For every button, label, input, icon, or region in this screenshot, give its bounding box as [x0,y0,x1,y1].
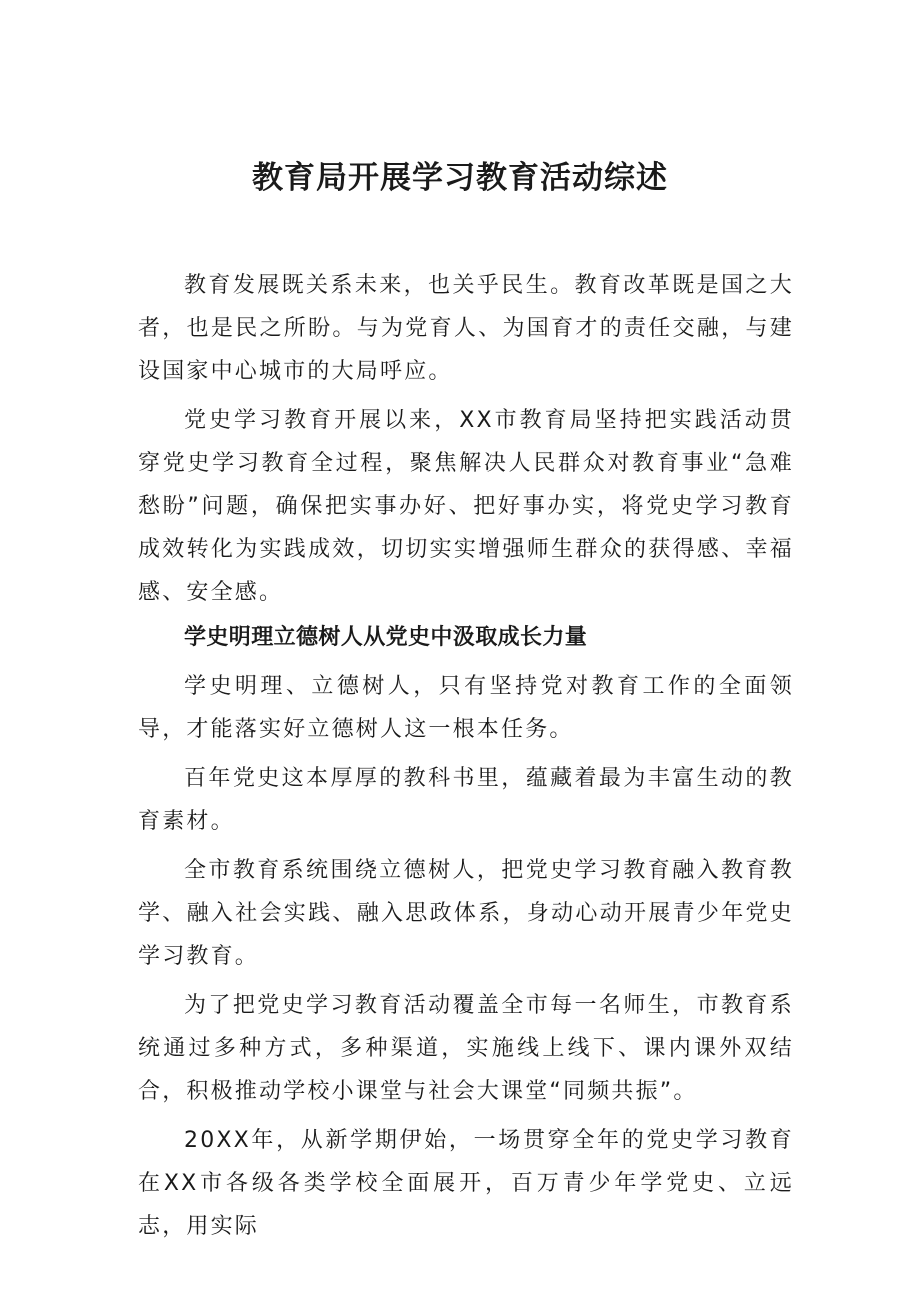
paragraph: 全市教育系统围绕立德树人，把党史学习教育融入教育教学、融入社会实践、融入思政体系，身动心动开展青少年党史学习教育。 [138,858,794,969]
paragraph: 为了把党史学习教育活动覆盖全市每一名师生，市教育系统通过多种方式，多种渠道，实施线上线下、课内课外双结合，积极推动学校小课堂与社会大课堂“同频共振”。 [138,993,794,1104]
paragraph-overview: 党史学习教育开展以来，XX市教育局坚持把实践活动贯穿党史学习教育全过程，聚焦解决人民群众对教育事业“急难愁盼”问题，确保把实事办好、把好事办实，将党史学习教育成效转化为实践成效，切切实实增强师生群众的获得感、幸福感、安全感。 [138,408,794,605]
section-heading: 学史明理立德树人从党史中汲取成长力量 [184,625,588,650]
paragraph: 百年党史这本厚厚的教科书里，蕴藏着最为丰富生动的教育素材。 [138,766,794,834]
document-title: 教育局开展学习教育活动综述 [252,160,668,196]
document-body [138,264,794,1248]
paragraph-intro: 教育发展既关系未来，也关乎民生。教育改革既是国之大者，也是民之所盼。与为党育人、为国育才的责任交融，与建设国家中心城市的大局呼应。 [138,273,794,384]
paragraph: 学史明理、立德树人，只有坚持党对教育工作的全面领导，才能落实好立德树人这一根本任务。 [138,674,794,742]
paragraph: 20XX年，从新学期伊始，一场贯穿全年的党史学习教育在XX市各级各类学校全面展开，百万青少年学党史、立远志，用实际 [138,1128,794,1239]
